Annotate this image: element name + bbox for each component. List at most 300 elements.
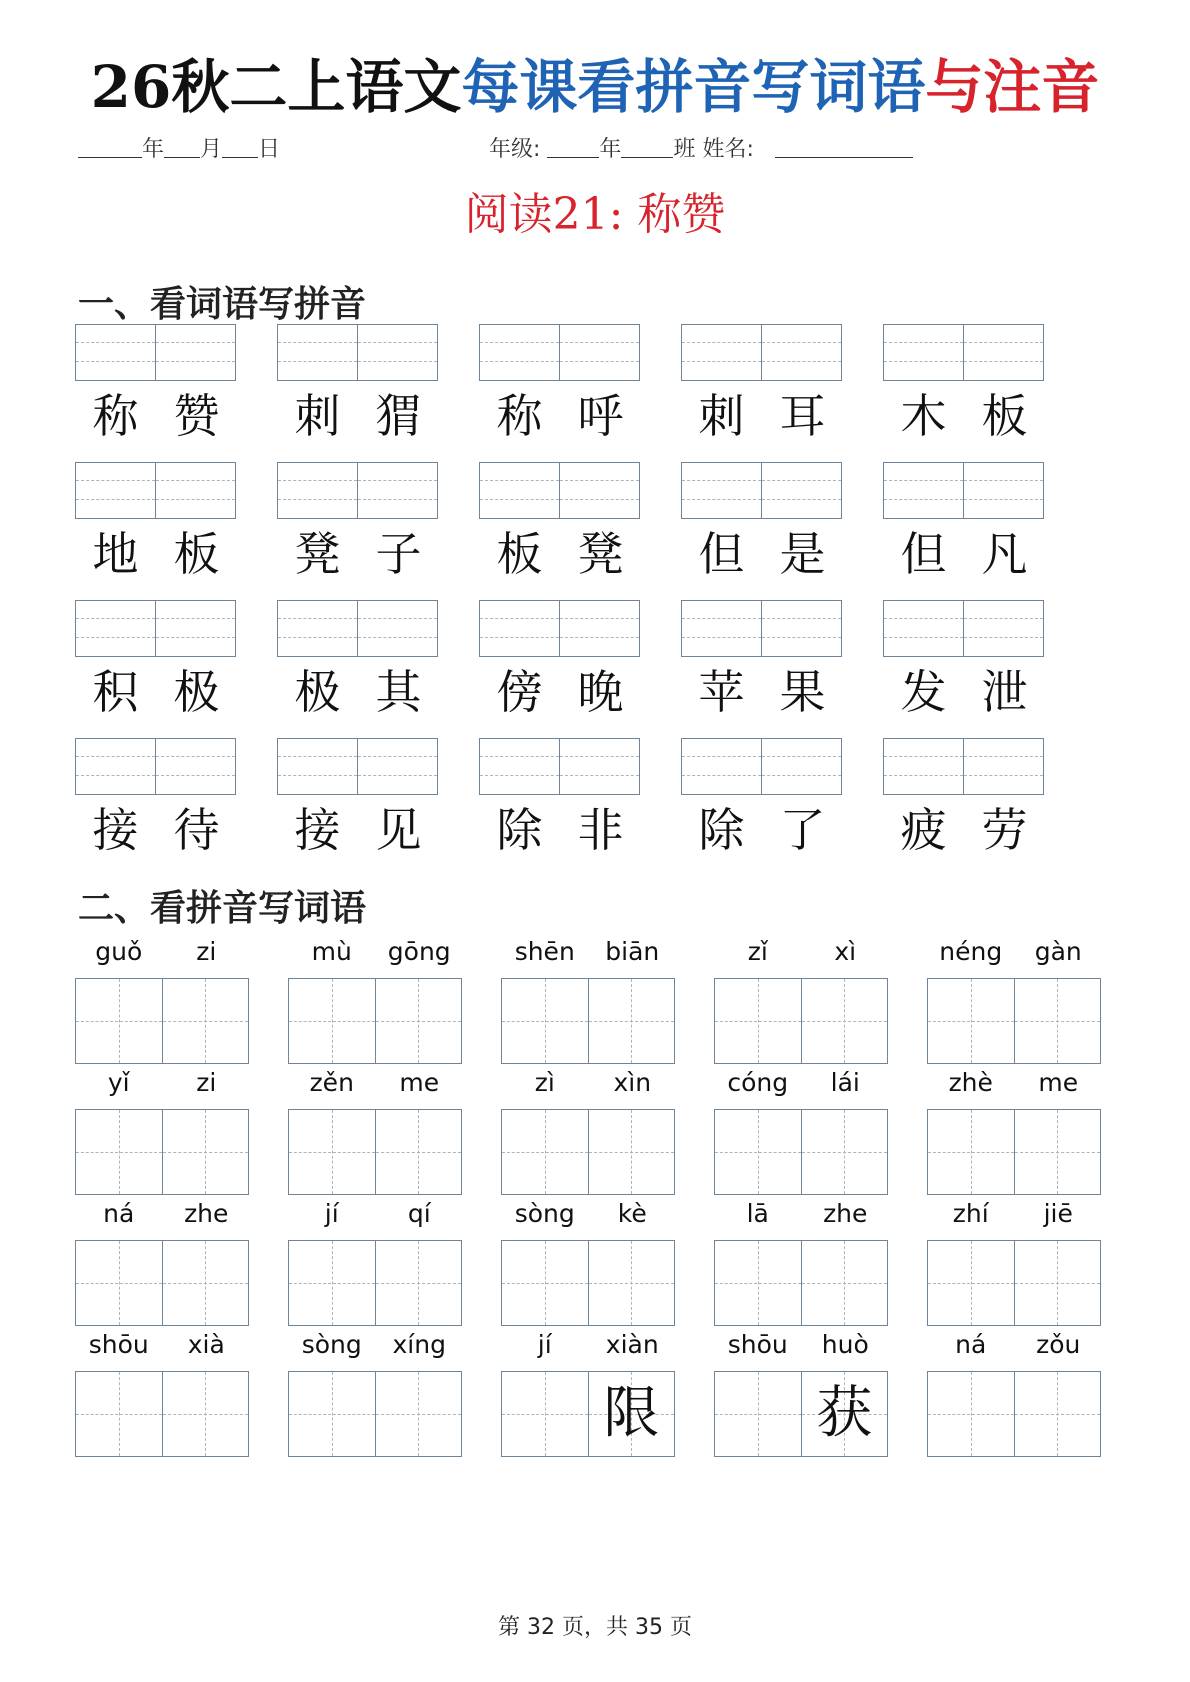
- pinyin-syllable: lái: [830, 1068, 860, 1097]
- pinyin-item: [927, 1194, 1102, 1326]
- word-character: 但: [698, 527, 745, 581]
- pinyin-item: [501, 1063, 676, 1195]
- pinyin-writing-box[interactable]: [883, 462, 1044, 519]
- name-blank[interactable]: [775, 135, 913, 158]
- word-character: 傍: [496, 665, 543, 719]
- word-character: 凳: [577, 527, 624, 581]
- word-character: 泄: [981, 665, 1028, 719]
- pinyin-syllable: jí: [324, 1199, 339, 1228]
- word-character: 板: [496, 527, 543, 581]
- printed-word: [75, 524, 237, 584]
- tian-grid-cell[interactable]: [715, 1372, 801, 1456]
- month-label: 月: [200, 137, 223, 162]
- tian-grid-cell[interactable]: [76, 979, 162, 1063]
- pinyin-prompt: [75, 1063, 250, 1107]
- word-character: 凡: [981, 527, 1028, 581]
- pinyin-prompt: [501, 932, 676, 976]
- character-writing-box[interactable]: [75, 1240, 249, 1326]
- printed-word: [883, 386, 1045, 446]
- pinyin-slot[interactable]: [155, 601, 235, 656]
- character-writing-box[interactable]: [714, 1371, 888, 1457]
- pinyin-slot[interactable]: [357, 325, 437, 380]
- word-character: 极: [294, 665, 341, 719]
- pinyin-writing-box[interactable]: [479, 600, 640, 657]
- character-writing-box[interactable]: [288, 978, 462, 1064]
- character-writing-box[interactable]: [75, 978, 249, 1064]
- tian-grid-cell[interactable]: [289, 979, 375, 1063]
- printed-word: [681, 662, 843, 722]
- pinyin-slot[interactable]: [761, 463, 841, 518]
- class-blank[interactable]: [621, 135, 673, 158]
- pinyin-writing-box[interactable]: [75, 324, 236, 381]
- word-character: 待: [173, 803, 220, 857]
- word-item: [479, 738, 641, 874]
- section-one-title: 一、看词语写拼音: [78, 283, 367, 325]
- printed-word: [479, 386, 641, 446]
- pinyin-syllable: gàn: [1034, 937, 1082, 966]
- pinyin-slot[interactable]: [761, 601, 841, 656]
- pinyin-slot[interactable]: [278, 739, 357, 794]
- pinyin-syllable: shēn: [514, 937, 575, 966]
- pinyin-prompt: [927, 932, 1102, 976]
- pinyin-slot[interactable]: [559, 325, 639, 380]
- pinyin-item: [75, 1194, 250, 1326]
- pinyin-syllable: qí: [407, 1199, 431, 1228]
- tian-grid-cell[interactable]: [588, 1241, 675, 1325]
- pinyin-syllable: yǐ: [107, 1068, 130, 1097]
- day-blank[interactable]: [222, 135, 258, 158]
- pinyin-syllable: ná: [103, 1199, 135, 1228]
- character-writing-box[interactable]: [714, 1240, 888, 1326]
- pinyin-syllable: zi: [196, 937, 217, 966]
- character-writing-box[interactable]: [288, 1109, 462, 1195]
- pinyin-syllable: zhe: [184, 1199, 229, 1228]
- pinyin-syllable: jiē: [1043, 1199, 1073, 1228]
- tian-grid-cell[interactable]: [1014, 979, 1101, 1063]
- tian-grid-cell[interactable]: [588, 979, 675, 1063]
- printed-word: [479, 524, 641, 584]
- pinyin-slot[interactable]: [884, 325, 963, 380]
- word-character: 接: [92, 803, 139, 857]
- pinyin-slot[interactable]: [76, 739, 155, 794]
- pinyin-syllable: xìn: [613, 1068, 652, 1097]
- pinyin-syllable: xíng: [392, 1330, 446, 1359]
- printed-word: [883, 524, 1045, 584]
- word-item: [883, 738, 1045, 874]
- printed-word: [277, 524, 439, 584]
- pinyin-syllable: xiàn: [605, 1330, 659, 1359]
- word-item: [75, 462, 237, 598]
- month-blank[interactable]: [164, 135, 200, 158]
- word-item: [883, 462, 1045, 598]
- pinyin-syllable: zǒu: [1036, 1330, 1081, 1359]
- pinyin-syllable: shōu: [727, 1330, 788, 1359]
- pinyin-item: [288, 1194, 463, 1326]
- tian-grid-cell[interactable]: [502, 1110, 588, 1194]
- printed-word: [75, 662, 237, 722]
- word-character: 但: [900, 527, 947, 581]
- pinyin-slot[interactable]: [559, 601, 639, 656]
- word-character: 除: [496, 803, 543, 857]
- word-character: 除: [698, 803, 745, 857]
- character-writing-box[interactable]: [75, 1109, 249, 1195]
- character-writing-box[interactable]: [927, 1109, 1101, 1195]
- year-label: 年: [142, 137, 165, 162]
- word-item: [277, 462, 439, 598]
- pinyin-prompt: [288, 1325, 463, 1369]
- tian-grid-cell[interactable]: [1014, 1241, 1101, 1325]
- pinyin-writing-box[interactable]: [479, 738, 640, 795]
- pinyin-writing-box[interactable]: [277, 738, 438, 795]
- tian-grid-cell[interactable]: [588, 1372, 675, 1456]
- pinyin-writing-box[interactable]: [883, 324, 1044, 381]
- word-character: 苹: [698, 665, 745, 719]
- tian-grid-cell[interactable]: [928, 1110, 1014, 1194]
- tian-grid-cell[interactable]: [715, 979, 801, 1063]
- word-item: [681, 462, 843, 598]
- tian-grid-cell[interactable]: [1014, 1110, 1101, 1194]
- tian-grid-cell[interactable]: [928, 1372, 1014, 1456]
- word-item: [681, 600, 843, 736]
- word-item: [479, 600, 641, 736]
- name-label: 姓名:: [702, 137, 754, 162]
- character-writing-box[interactable]: [501, 1240, 675, 1326]
- pinyin-item: [288, 1325, 463, 1457]
- pinyin-syllable: zhè: [948, 1068, 993, 1097]
- pinyin-syllable: zì: [534, 1068, 555, 1097]
- pinyin-slot[interactable]: [480, 463, 559, 518]
- pinyin-syllable: me: [399, 1068, 440, 1097]
- grade-year-label: 年: [599, 137, 622, 162]
- word-item: [75, 600, 237, 736]
- tian-grid-cell[interactable]: [375, 1372, 462, 1456]
- tian-grid-cell[interactable]: [76, 1241, 162, 1325]
- pinyin-syllable: néng: [939, 937, 1003, 966]
- printed-word: [479, 662, 641, 722]
- tian-grid-cell[interactable]: [801, 1241, 888, 1325]
- class-label: 班: [673, 137, 696, 162]
- character-writing-box[interactable]: [927, 1240, 1101, 1326]
- word-character: 刺: [698, 389, 745, 443]
- pinyin-prompt: [501, 1325, 676, 1369]
- pinyin-slot[interactable]: [682, 325, 761, 380]
- pinyin-slot[interactable]: [682, 463, 761, 518]
- pinyin-slot[interactable]: [357, 739, 437, 794]
- word-character: 劳: [981, 803, 1028, 857]
- year-blank[interactable]: [78, 135, 142, 158]
- tian-grid-cell[interactable]: [76, 1110, 162, 1194]
- pinyin-writing-box[interactable]: [277, 324, 438, 381]
- pinyin-slot[interactable]: [682, 601, 761, 656]
- tian-grid-cell[interactable]: [375, 1241, 462, 1325]
- pinyin-item: [75, 932, 250, 1064]
- word-character: 子: [375, 527, 422, 581]
- word-character: 板: [173, 527, 220, 581]
- character-writing-box[interactable]: [501, 1371, 675, 1457]
- tian-grid-cell[interactable]: [375, 979, 462, 1063]
- word-item: [277, 600, 439, 736]
- title-part-task: 每课看拼音写词语: [461, 53, 926, 121]
- pinyin-syllable: sòng: [301, 1330, 362, 1359]
- pinyin-slot[interactable]: [278, 325, 357, 380]
- character-writing-box[interactable]: [288, 1240, 462, 1326]
- pinyin-slot[interactable]: [559, 739, 639, 794]
- pinyin-item: [75, 1063, 250, 1195]
- pinyin-slot[interactable]: [480, 601, 559, 656]
- character-writing-box[interactable]: [288, 1371, 462, 1457]
- grade-label: 年级:: [489, 137, 541, 162]
- tian-grid-cell[interactable]: [801, 1110, 888, 1194]
- tian-grid-cell[interactable]: [801, 979, 888, 1063]
- tian-grid-cell[interactable]: [502, 979, 588, 1063]
- pinyin-syllable: shōu: [88, 1330, 149, 1359]
- word-character: 疲: [900, 803, 947, 857]
- pinyin-prompt: [927, 1194, 1102, 1238]
- character-writing-box[interactable]: [714, 978, 888, 1064]
- word-item: [883, 324, 1045, 460]
- word-character: 接: [294, 803, 341, 857]
- pinyin-syllable: huò: [821, 1330, 869, 1359]
- tian-grid-cell[interactable]: [502, 1241, 588, 1325]
- pinyin-syllable: guǒ: [95, 937, 143, 966]
- pinyin-syllable: zhí: [952, 1199, 989, 1228]
- pinyin-slot[interactable]: [884, 601, 963, 656]
- pinyin-slot[interactable]: [963, 463, 1043, 518]
- pinyin-writing-box[interactable]: [277, 462, 438, 519]
- pinyin-writing-box[interactable]: [479, 462, 640, 519]
- pinyin-writing-box[interactable]: [75, 600, 236, 657]
- word-item: [75, 738, 237, 874]
- pinyin-syllable: xì: [834, 937, 857, 966]
- word-item: [75, 324, 237, 460]
- pinyin-syllable: jí: [537, 1330, 552, 1359]
- tian-grid-cell[interactable]: [502, 1372, 588, 1456]
- pinyin-slot[interactable]: [155, 739, 235, 794]
- day-label: 日: [258, 137, 281, 162]
- pinyin-item: [288, 932, 463, 1064]
- grade-blank[interactable]: [547, 135, 599, 158]
- word-character: 见: [375, 803, 422, 857]
- printed-word: [277, 662, 439, 722]
- word-character: 晚: [577, 665, 624, 719]
- pinyin-writing-box[interactable]: [681, 600, 842, 657]
- printed-word: [75, 800, 237, 860]
- pinyin-item: [927, 1063, 1102, 1195]
- tian-grid-cell[interactable]: [162, 1241, 249, 1325]
- character-writing-box[interactable]: [714, 1109, 888, 1195]
- pinyin-syllable: kè: [617, 1199, 647, 1228]
- pinyin-writing-box[interactable]: [681, 324, 842, 381]
- printed-word: [75, 386, 237, 446]
- pinyin-syllable: xià: [187, 1330, 225, 1359]
- pinyin-slot[interactable]: [76, 601, 155, 656]
- pinyin-prompt: [288, 932, 463, 976]
- pinyin-prompt: [501, 1194, 676, 1238]
- character-writing-box[interactable]: [927, 1371, 1101, 1457]
- pinyin-item: [714, 932, 889, 1064]
- tian-grid-cell[interactable]: [928, 1241, 1014, 1325]
- pinyin-prompt: [714, 1194, 889, 1238]
- pinyin-item: [501, 1194, 676, 1326]
- pinyin-syllable: zhe: [823, 1199, 868, 1228]
- printed-word: [277, 386, 439, 446]
- pinyin-syllable: gōng: [387, 937, 451, 966]
- printed-word: [681, 524, 843, 584]
- character-writing-box[interactable]: [75, 1371, 249, 1457]
- word-item: [681, 324, 843, 460]
- word-character: 称: [92, 389, 139, 443]
- word-character: 非: [577, 803, 624, 857]
- title-part-grade: 26秋二上语文: [90, 53, 462, 121]
- tian-grid-cell[interactable]: [588, 1110, 675, 1194]
- pinyin-prompt: [501, 1063, 676, 1107]
- printed-word: [681, 386, 843, 446]
- pinyin-slot[interactable]: [682, 739, 761, 794]
- pinyin-syllable: cóng: [727, 1068, 789, 1097]
- pinyin-item: [927, 1325, 1102, 1457]
- word-character: 积: [92, 665, 139, 719]
- character-writing-box[interactable]: [501, 978, 675, 1064]
- word-character: 板: [981, 389, 1028, 443]
- tian-grid-cell[interactable]: [162, 1110, 249, 1194]
- pinyin-prompt: [75, 932, 250, 976]
- tian-grid-cell[interactable]: [76, 1372, 162, 1456]
- pinyin-syllable: zi: [196, 1068, 217, 1097]
- pinyin-writing-box[interactable]: [75, 738, 236, 795]
- tian-grid-cell[interactable]: [289, 1372, 375, 1456]
- tian-grid-cell[interactable]: [715, 1241, 801, 1325]
- word-character: 猬: [375, 389, 422, 443]
- pinyin-prompt: [75, 1325, 250, 1369]
- pinyin-prompt: [927, 1063, 1102, 1107]
- pinyin-slot[interactable]: [480, 739, 559, 794]
- word-character: 耳: [779, 389, 826, 443]
- printed-word: [277, 800, 439, 860]
- section-two-title: 二、看拼音写词语: [78, 887, 367, 929]
- given-character: 限: [603, 1381, 660, 1446]
- pinyin-item: [501, 1325, 676, 1457]
- worksheet-title: [0, 52, 1190, 122]
- pinyin-slot[interactable]: [884, 739, 963, 794]
- pinyin-slot[interactable]: [357, 601, 437, 656]
- pinyin-item: [714, 1325, 889, 1457]
- pinyin-slot[interactable]: [761, 325, 841, 380]
- word-character: 了: [779, 803, 826, 857]
- pinyin-writing-box[interactable]: [681, 462, 842, 519]
- pinyin-slot[interactable]: [963, 739, 1043, 794]
- printed-word: [883, 662, 1045, 722]
- pinyin-syllable: me: [1038, 1068, 1079, 1097]
- pinyin-writing-box[interactable]: [277, 600, 438, 657]
- lesson-subtitle: 阅读21: 称赞: [464, 189, 726, 240]
- student-info-line: [489, 132, 913, 163]
- tian-grid-cell[interactable]: [715, 1110, 801, 1194]
- word-character: 呼: [577, 389, 624, 443]
- pinyin-prompt: [714, 1063, 889, 1107]
- pinyin-syllable: ná: [955, 1330, 987, 1359]
- word-character: 赞: [173, 389, 220, 443]
- character-writing-box[interactable]: [927, 978, 1101, 1064]
- word-character: 极: [173, 665, 220, 719]
- pinyin-slot[interactable]: [155, 463, 235, 518]
- word-character: 称: [496, 389, 543, 443]
- pinyin-prompt: [75, 1194, 250, 1238]
- pinyin-slot[interactable]: [278, 463, 357, 518]
- pinyin-writing-box[interactable]: [883, 600, 1044, 657]
- pinyin-writing-box[interactable]: [75, 462, 236, 519]
- pinyin-prompt: [288, 1063, 463, 1107]
- word-item: [479, 462, 641, 598]
- word-character: 是: [779, 527, 826, 581]
- pinyin-slot[interactable]: [76, 463, 155, 518]
- word-item: [883, 600, 1045, 736]
- pinyin-slot[interactable]: [884, 463, 963, 518]
- pinyin-syllable: mù: [311, 937, 352, 966]
- pinyin-item: [927, 932, 1102, 1064]
- word-character: 刺: [294, 389, 341, 443]
- pinyin-slot[interactable]: [155, 325, 235, 380]
- tian-grid-cell[interactable]: [162, 1372, 249, 1456]
- pinyin-slot[interactable]: [76, 325, 155, 380]
- pinyin-item: [714, 1194, 889, 1326]
- date-line: [78, 132, 280, 163]
- printed-word: [681, 800, 843, 860]
- pinyin-slot[interactable]: [963, 325, 1043, 380]
- character-writing-box[interactable]: [501, 1109, 675, 1195]
- pinyin-syllable: lā: [746, 1199, 769, 1228]
- pinyin-slot[interactable]: [278, 601, 357, 656]
- tian-grid-cell[interactable]: [928, 979, 1014, 1063]
- title-part-extra: 与注音: [925, 53, 1100, 121]
- word-character: 木: [900, 389, 947, 443]
- pinyin-item: [501, 932, 676, 1064]
- pinyin-item: [288, 1063, 463, 1195]
- word-character: 果: [779, 665, 826, 719]
- word-item: [277, 738, 439, 874]
- pinyin-slot[interactable]: [761, 739, 841, 794]
- printed-word: [883, 800, 1045, 860]
- given-character: 获: [816, 1381, 873, 1446]
- tian-grid-cell[interactable]: [162, 979, 249, 1063]
- tian-grid-cell[interactable]: [289, 1241, 375, 1325]
- word-character: 凳: [294, 527, 341, 581]
- pinyin-syllable: biān: [605, 937, 660, 966]
- pinyin-prompt: [288, 1194, 463, 1238]
- pinyin-syllable: zěn: [309, 1068, 354, 1097]
- word-character: 其: [375, 665, 422, 719]
- printed-word: [479, 800, 641, 860]
- pinyin-slot[interactable]: [480, 325, 559, 380]
- word-item: [681, 738, 843, 874]
- pinyin-prompt: [714, 932, 889, 976]
- tian-grid-cell[interactable]: [801, 1372, 888, 1456]
- word-character: 发: [900, 665, 947, 719]
- page-number: 第 32 页，共 35 页: [498, 1615, 692, 1640]
- tian-grid-cell[interactable]: [375, 1110, 462, 1194]
- word-item: [277, 324, 439, 460]
- word-item: [479, 324, 641, 460]
- tian-grid-cell[interactable]: [289, 1110, 375, 1194]
- pinyin-syllable: sòng: [514, 1199, 575, 1228]
- pinyin-writing-box[interactable]: [479, 324, 640, 381]
- pinyin-writing-box[interactable]: [681, 738, 842, 795]
- pinyin-slot[interactable]: [559, 463, 639, 518]
- pinyin-writing-box[interactable]: [883, 738, 1044, 795]
- tian-grid-cell[interactable]: [1014, 1372, 1101, 1456]
- pinyin-slot[interactable]: [963, 601, 1043, 656]
- pinyin-slot[interactable]: [357, 463, 437, 518]
- word-character: 地: [92, 527, 139, 581]
